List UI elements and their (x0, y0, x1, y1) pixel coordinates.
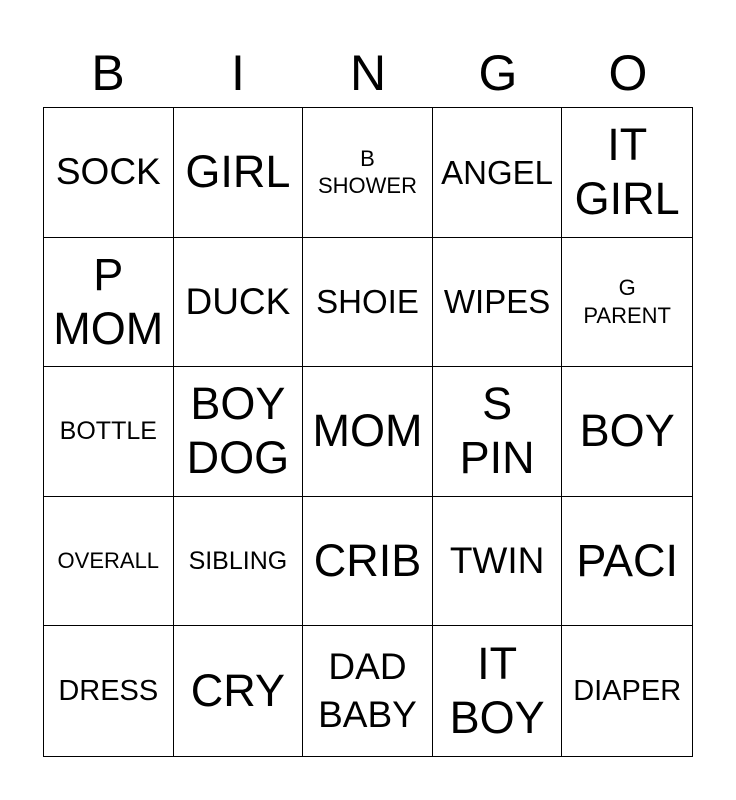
cell-label: OVERALL (57, 548, 160, 574)
cell-label: CRY (190, 665, 285, 717)
bingo-cell-r4-c1[interactable] (44, 497, 174, 627)
cell-label: S PIN (459, 378, 535, 484)
header-letter-b: B (91, 45, 125, 101)
bingo-cell-r1-c1[interactable] (44, 108, 174, 238)
header-letter-g: G (478, 45, 518, 101)
cell-label: DIAPER (573, 674, 682, 707)
header-letter-i: I (231, 45, 245, 101)
bingo-board (43, 107, 693, 757)
cell-label: SOCK (55, 151, 161, 193)
cell-label: CRIB (313, 534, 422, 586)
bingo-header (43, 40, 693, 106)
cell-label: B SHOWER (317, 145, 417, 199)
bingo-cell-r5-c5[interactable] (562, 626, 692, 756)
bingo-cell-r4-c3[interactable] (303, 497, 433, 627)
cell-label: SIBLING (188, 547, 288, 576)
cell-label: IT GIRL (574, 119, 680, 225)
bingo-cell-r3-c4[interactable] (433, 367, 563, 497)
header-letter-o: O (608, 45, 648, 101)
cell-label: PACI (576, 534, 679, 586)
bingo-cell-r2-c2[interactable] (174, 238, 304, 368)
bingo-cell-r4-c5[interactable] (562, 497, 692, 627)
cell-label: BOY (579, 405, 675, 457)
cell-label: MOM (312, 405, 423, 457)
bingo-cell-r2-c3[interactable] (303, 238, 433, 368)
bingo-cell-r5-c1[interactable] (44, 626, 174, 756)
bingo-cell-r1-c3[interactable] (303, 108, 433, 238)
bingo-cell-r3-c3[interactable] (303, 367, 433, 497)
bingo-cell-r2-c4[interactable] (433, 238, 563, 368)
bingo-cell-r5-c2[interactable] (174, 626, 304, 756)
cell-label: P MOM (53, 248, 164, 354)
bingo-cell-r3-c1[interactable] (44, 367, 174, 497)
bingo-cell-r5-c3[interactable] (303, 626, 433, 756)
cell-label: WIPES (443, 283, 551, 321)
cell-label: BOY DOG (186, 378, 290, 484)
bingo-cell-r1-c4[interactable] (433, 108, 563, 238)
cell-label: DRESS (58, 674, 159, 707)
bingo-cell-r3-c2[interactable] (174, 367, 304, 497)
bingo-cell-r1-c2[interactable] (174, 108, 304, 238)
cell-label: BOTTLE (59, 417, 157, 446)
bingo-cell-r4-c4[interactable] (433, 497, 563, 627)
bingo-cell-r5-c4[interactable] (433, 626, 563, 756)
cell-label: TWIN (449, 540, 545, 582)
cell-label: DAD BABY (318, 646, 417, 736)
cell-label: SHOIE (316, 283, 419, 321)
cell-label: IT BOY (449, 638, 545, 744)
cell-label: GIRL (185, 146, 291, 198)
bingo-cell-r1-c5[interactable] (562, 108, 692, 238)
bingo-cell-r4-c2[interactable] (174, 497, 304, 627)
cell-label: DUCK (185, 280, 291, 322)
header-letter-n: N (349, 45, 387, 101)
cell-label: ANGEL (441, 153, 554, 191)
bingo-cell-r2-c1[interactable] (44, 238, 174, 368)
bingo-cell-r2-c5[interactable] (562, 238, 692, 368)
bingo-cell-r3-c5[interactable] (562, 367, 692, 497)
cell-label: G PARENT (583, 275, 671, 328)
